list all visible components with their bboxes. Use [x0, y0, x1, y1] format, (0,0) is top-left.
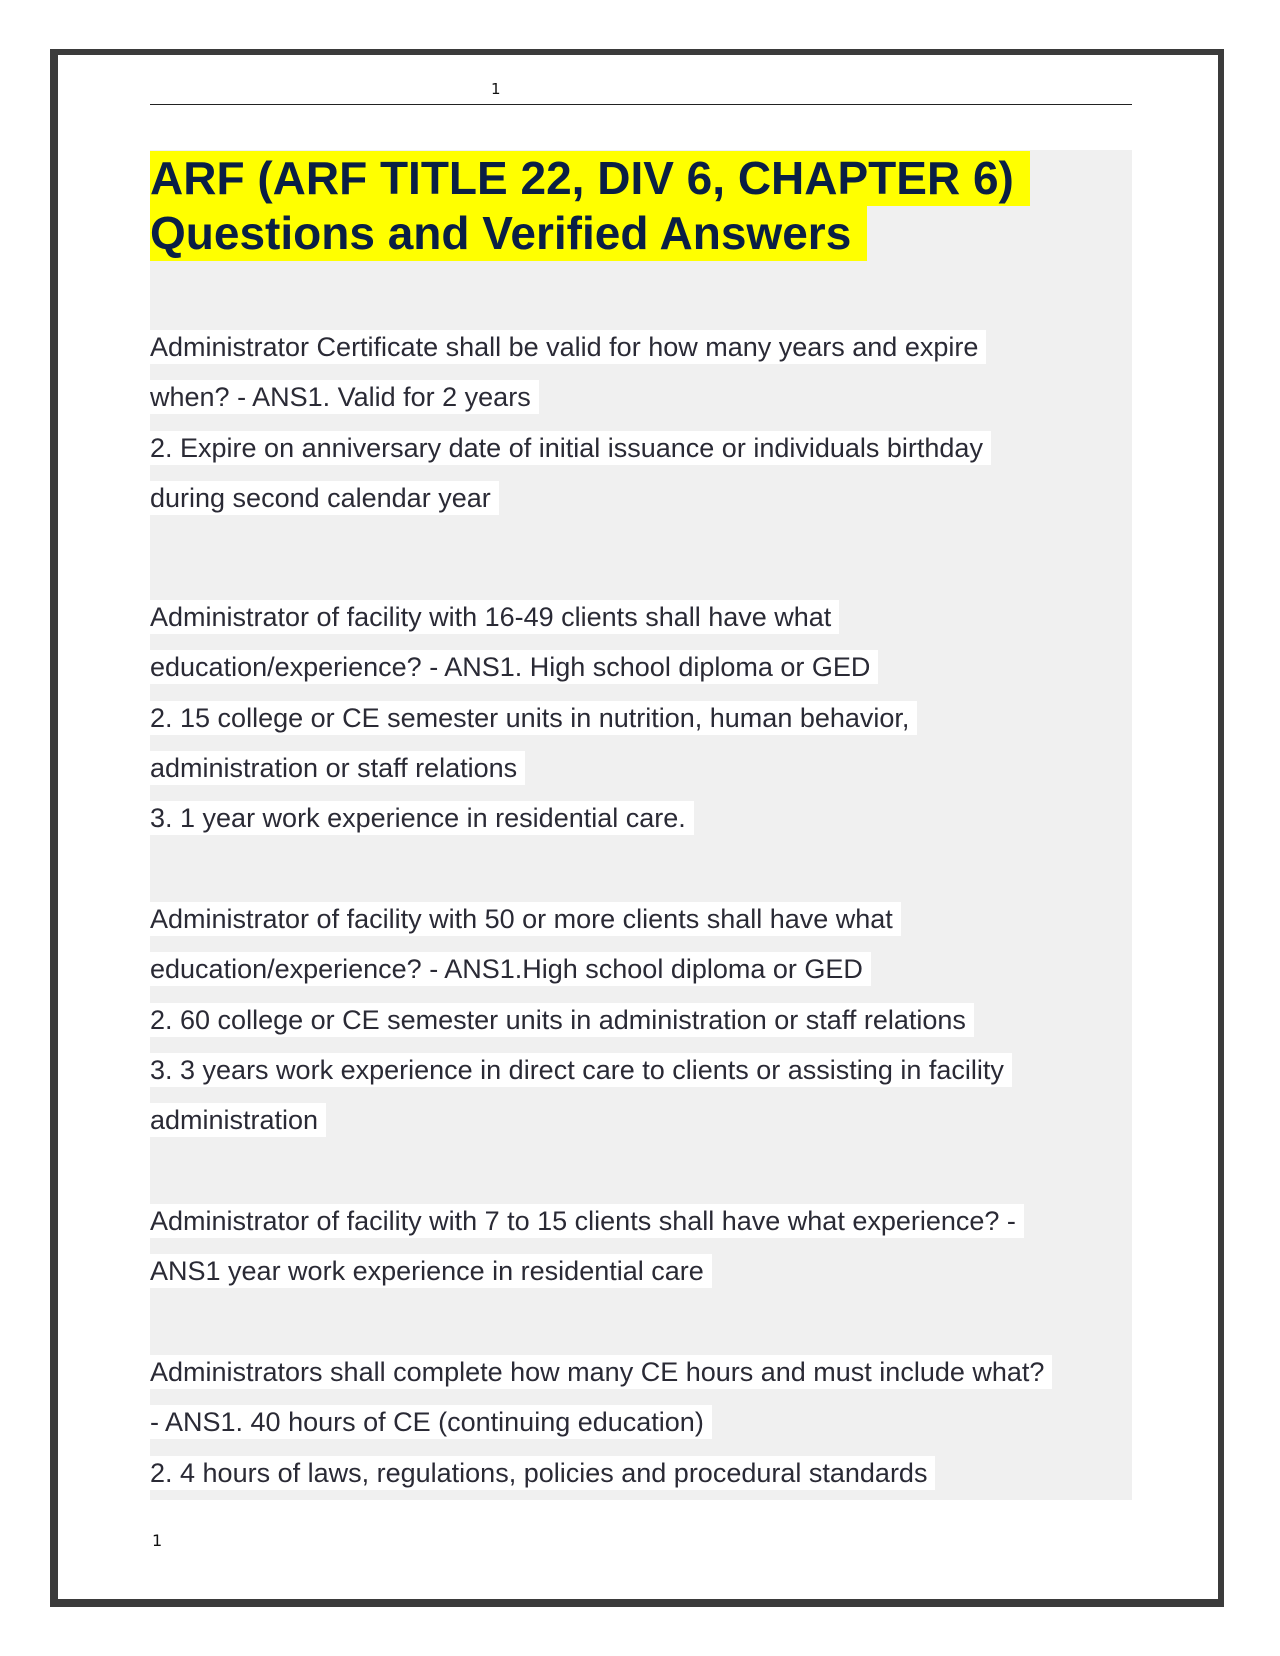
qa-item	[150, 1204, 1024, 1305]
qa-line: administration or staff relations	[150, 751, 525, 785]
qa-line: administration	[150, 1103, 326, 1137]
qa-line: Administrators shall complete how many CE hours and must include what?	[150, 1355, 1052, 1389]
qa-item	[150, 330, 991, 531]
qa-line: ANS1 year work experience in residential care	[150, 1254, 712, 1288]
qa-line: education/experience? - ANS1. High school diploma or GED	[150, 650, 878, 684]
qa-item	[150, 902, 1012, 1153]
qa-line: 3. 1 year work experience in residential care.	[150, 801, 694, 835]
qa-line: 2. 60 college or CE semester units in administration or staff relations	[150, 1003, 974, 1037]
qa-line: Administrator of facility with 50 or more clients shall have what	[150, 902, 901, 936]
qa-line: Administrator of facility with 7 to 15 clients shall have what experience? -	[150, 1204, 1024, 1238]
qa-item	[150, 600, 917, 851]
qa-line: Administrator Certificate shall be valid for how many years and expire	[150, 330, 986, 364]
qa-line: education/experience? - ANS1.High school diploma or GED	[150, 952, 871, 986]
qa-line: - ANS1. 40 hours of CE (continuing education)	[150, 1405, 712, 1439]
document-title	[150, 151, 1030, 261]
qa-line: 3. 3 years work experience in direct care to clients or assisting in facility	[150, 1053, 1012, 1087]
header-page-number: 1	[491, 80, 501, 98]
footer-page-number: 1	[152, 1531, 163, 1550]
document-title-line-2: Questions and Verified Answers	[150, 206, 867, 261]
qa-line: 2. 4 hours of laws, regulations, policies and procedural standards	[150, 1456, 935, 1490]
qa-line: 2. Expire on anniversary date of initial issuance or individuals birthday	[150, 431, 991, 465]
qa-line: 2. 15 college or CE semester units in nutrition, human behavior,	[150, 701, 917, 735]
qa-item	[150, 1355, 1052, 1506]
document-title-line-1: ARF (ARF TITLE 22, DIV 6, CHAPTER 6)	[150, 151, 1030, 206]
qa-line: Administrator of facility with 16-49 clients shall have what	[150, 600, 839, 634]
qa-line: during second calendar year	[150, 481, 499, 515]
page-header	[150, 76, 1132, 105]
qa-line: when? - ANS1. Valid for 2 years	[150, 380, 539, 414]
